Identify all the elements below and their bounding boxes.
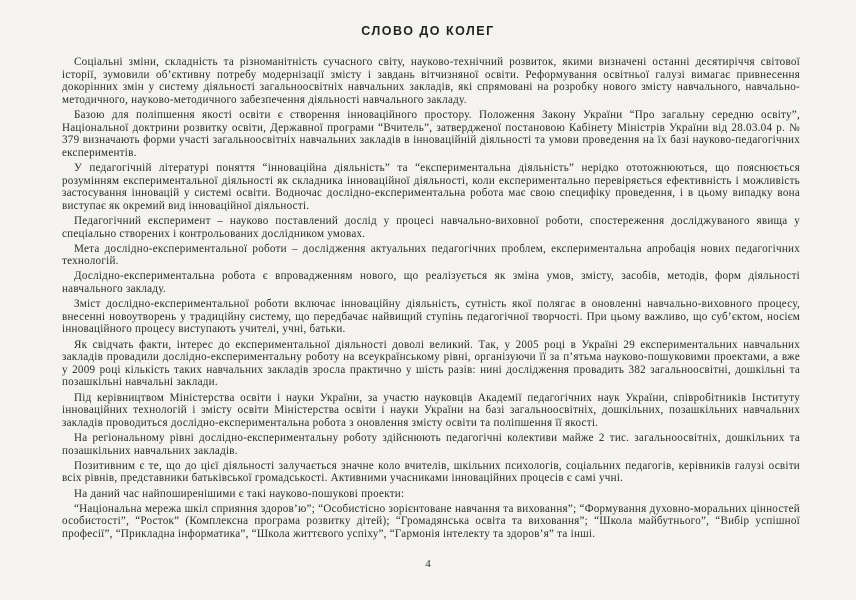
paragraph: На регіональному рівні дослідно-експериментальну роботу здійснюють педагогічні колективи майже 2 тис. загальноосвітніх, дошкільних та позашкільних навчальних закладів.	[62, 431, 800, 457]
paragraph: Зміст дослідно-експериментальної роботи включає інноваційну діяльність, сутність якої полягає в оновленні навчально-виховного процесу, внесенні новоутворень у традиційну систему, що передбачає найвищий ступінь педагогічної творчості. При цьому важливо, що суб’єктом, носієм інноваційного процесу виступають учителі, учні, батьки.	[62, 298, 800, 336]
paragraph: Під керівництвом Міністерства освіти і науки України, за участю науковців Академії педагогічних наук України, співробітників Інституту інноваційних технологій і змісту освіти Міністерства освіти і науки України на базі загальноосвітніх, дошкільних, позашкільних навчальних закладів проводиться дослідно-експериментальна робота з оновлення змісту освіти та поліпшення її якості.	[62, 391, 800, 429]
paragraph: Як свідчать факти, інтерес до експериментальної діяльності доволі великий. Так, у 2005 році в Україні 29 експериментальних навчальних закладів провадили дослідно-експериментальну роботу на всеукраїнському рівні, організуючи її за п’ятьма науково-пошуковими проектами, а вже у 2009 році кількість таких навчальних закладів зросла практично у шість разів: нині дослідження провадить 382 загальноосвітні, дошкільні та позашкільні навчальні заклади.	[62, 338, 800, 389]
paragraph: Соціальні зміни, складність та різноманітність сучасного світу, науково-технічний розвиток, якими визначені останні десятиріччя світової історії, зумовили об’єктивну потребу модернізації змісту і завдань вітчизняної освіти. Реформування освітньої галузі вимагає привнесення докорінних змін у систему діяльності загальноосвітніх навчальних закладів, які спрямовані на розробку нового змісту навчального, навчально-методичного, науково-методичного забезпечення діяльності навчального закладу.	[62, 56, 800, 106]
page-title: СЛОВО ДО КОЛЕГ	[361, 24, 495, 38]
paragraph: На даний час найпоширенішими є такі науково-пошукові проекти:	[74, 487, 405, 500]
document-body	[62, 56, 800, 543]
paragraph: Педагогічний експеримент – науково поставлений дослід у процесі навчально-виховної роботи, спостереження досліджуваного явища у спеціально створених і контрольованих дослідником умовах.	[62, 214, 800, 240]
page-number: 4	[425, 558, 431, 570]
paragraph: Дослідно-експериментальна робота є впровадженням нового, що реалізується як зміна умов, змісту, засобів, методів, форм діяльності навчального закладу.	[62, 270, 800, 296]
paragraph: Базою для поліпшення якості освіти є створення інноваційного простору. Положення Закону України “Про загальну середню освіту”, Національної доктрини розвитку освіти, Державної програми “Вчитель”, затвердженої постановою Кабінету Міністрів України від 28.03.04 р. № 379 визначають форми участі загальноосвітніх навчальних закладів в інноваційній діяльності та умови проведення на їх базі науково-педагогічних експериментів.	[62, 108, 800, 159]
paragraph: “Національна мережа шкіл сприяння здоров’ю”; “Особистісно зорієнтоване навчання та виховання”; “Формування духовно-моральних цінностей особистості”, “Росток” (Комплексна програма розвитку дітей); “Громадянська освіта та виховання”; “Школа майбутнього”, “Вибір успішної професії”, “Прикладна інформатика”, “Школа життєвого успіху”, “Гармонія інтелекту та здоров’я” та інші.	[62, 502, 800, 540]
paragraph: Мета дослідно-експериментальної роботи – дослідження актуальних педагогічних проблем, експериментальна апробація нових педагогічних технологій.	[62, 242, 800, 268]
paragraph: Позитивним є те, що до цієї діяльності залучається значне коло вчителів, шкільних психологів, соціальних педагогів, керівників галузі освіти всіх рівнів, представники батьківської громадськості. Активними учасниками інноваційних процесів є самі учні.	[62, 459, 800, 485]
paragraph: У педагогічній літературі поняття “інноваційна діяльність” та “експериментальна діяльність” нерідко ототожнюються, що пояснюється розумінням експериментальної діяльності як складника інноваційної діяльності, коли експериментально перевіряється ефективність і можливість застосування інновацій у системі освіти. Водночас дослідно-експериментальна робота має свою специфіку проведення, і в цьому випадку вона виступає як окремий вид інноваційної діяльності.	[62, 161, 800, 212]
